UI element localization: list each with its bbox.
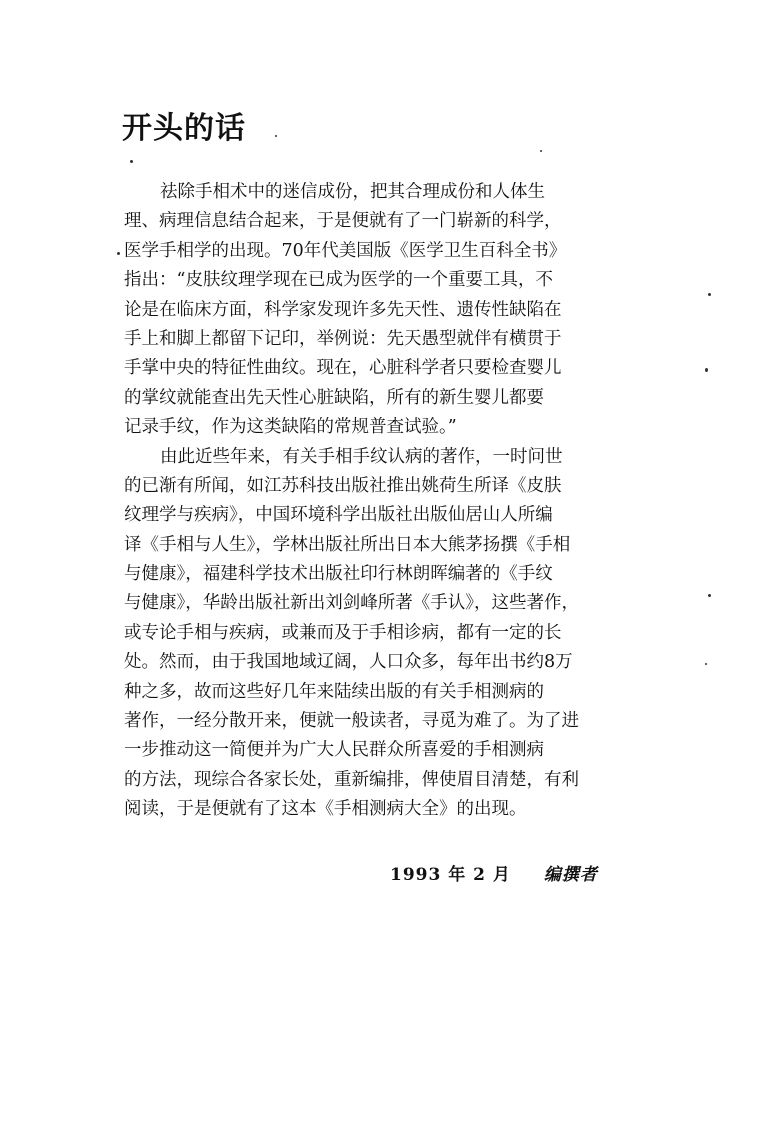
paragraph-1-line-9: 记录手纹，作为这类缺陷的常规普查试验。” [124, 417, 457, 438]
paragraph-1-line-6: 手上和脚上都留下记印，举例说：先天愚型就伴有横贯于 [124, 328, 562, 349]
scan-speck [275, 135, 277, 137]
page-title: 开头的话 [122, 111, 246, 146]
paragraph-2-line-3: 纹理学与疾病》，中国环境科学出版社出版仙居山人所编 [124, 505, 553, 526]
body-text [124, 178, 644, 825]
signature [390, 860, 598, 885]
paragraph-2-line-2: 的已渐有所闻，如江苏科技出版社推出姚荷生所译《皮肤 [124, 475, 562, 496]
scan-speck [130, 160, 133, 163]
paragraph-1-line-5: 论是在临床方面，科学家发现许多先天性、遗传性缺陷在 [124, 299, 562, 320]
paragraph-2-line-13: 阅读，于是便就有了这本《手相测病大全》的出现。 [124, 799, 527, 820]
scan-speck [705, 368, 708, 372]
scan-speck [708, 594, 711, 597]
paragraph-2-line-7: 或专论手相与疾病，或兼而及于手相诊病，都有一定的长 [124, 622, 562, 643]
scan-speck [117, 252, 120, 255]
paragraph-1-line-3: 医学手相学的出现。70年代美国版《医学卫生百科全书》 [124, 240, 567, 261]
paragraph-2-line-5: 与健康》，福建科学技术出版社印行林朗晖编著的《手纹 [124, 564, 553, 585]
paragraph-1-line-4: 指出：“皮肤纹理学现在已成为医学的一个重要工具，不 [124, 270, 553, 291]
paragraph-2-line-11: 一步推动这一简便并为广大人民群众所喜爱的手相测病 [124, 740, 544, 761]
signature-date: 1993 年 2 月 [390, 865, 511, 885]
paragraph-2-line-4: 译《手相与人生》，学林出版社所出日本大熊茅扬撰《手相 [124, 534, 571, 555]
scan-speck [708, 293, 711, 296]
paragraph-1-line-8: 的掌纹就能查出先天性心脏缺陷，所有的新生婴儿都要 [124, 387, 544, 408]
paragraph-2-line-10: 著作，一经分散开来，便就一般读者，寻觅为难了。为了进 [124, 711, 579, 732]
paragraph-2-line-6: 与健康》，华龄出版社新出刘剑峰所著《手认》，这些著作， [124, 593, 579, 614]
scan-speck [705, 663, 707, 665]
paragraph-1-line-7: 手掌中央的特征性曲纹。现在，心脏科学者只要检查婴儿 [124, 358, 562, 379]
paragraph-2-line-12: 的方法，现综合各家长处，重新编排，俾使眉目清楚，有利 [124, 769, 579, 790]
signature-author: 编撰者 [543, 865, 598, 885]
paragraph-2-line-9: 种之多，故而这些好几年来陆续出版的有关手相测病的 [124, 681, 544, 702]
paragraph-2-line-8: 处。然而，由于我国地域辽阔，人口众多，每年出书约8万 [124, 652, 573, 673]
paragraph-1-line-1: 祛除手相术中的迷信成份，把其合理成份和人体生 [160, 182, 545, 202]
paragraph-1-line-2: 理、病理信息结合起来，于是便就有了一门崭新的科学， [124, 211, 562, 232]
paragraph-2-line-1: 由此近些年来，有关手相手纹认病的著作，一时问世 [160, 446, 563, 467]
scan-speck [540, 150, 542, 152]
